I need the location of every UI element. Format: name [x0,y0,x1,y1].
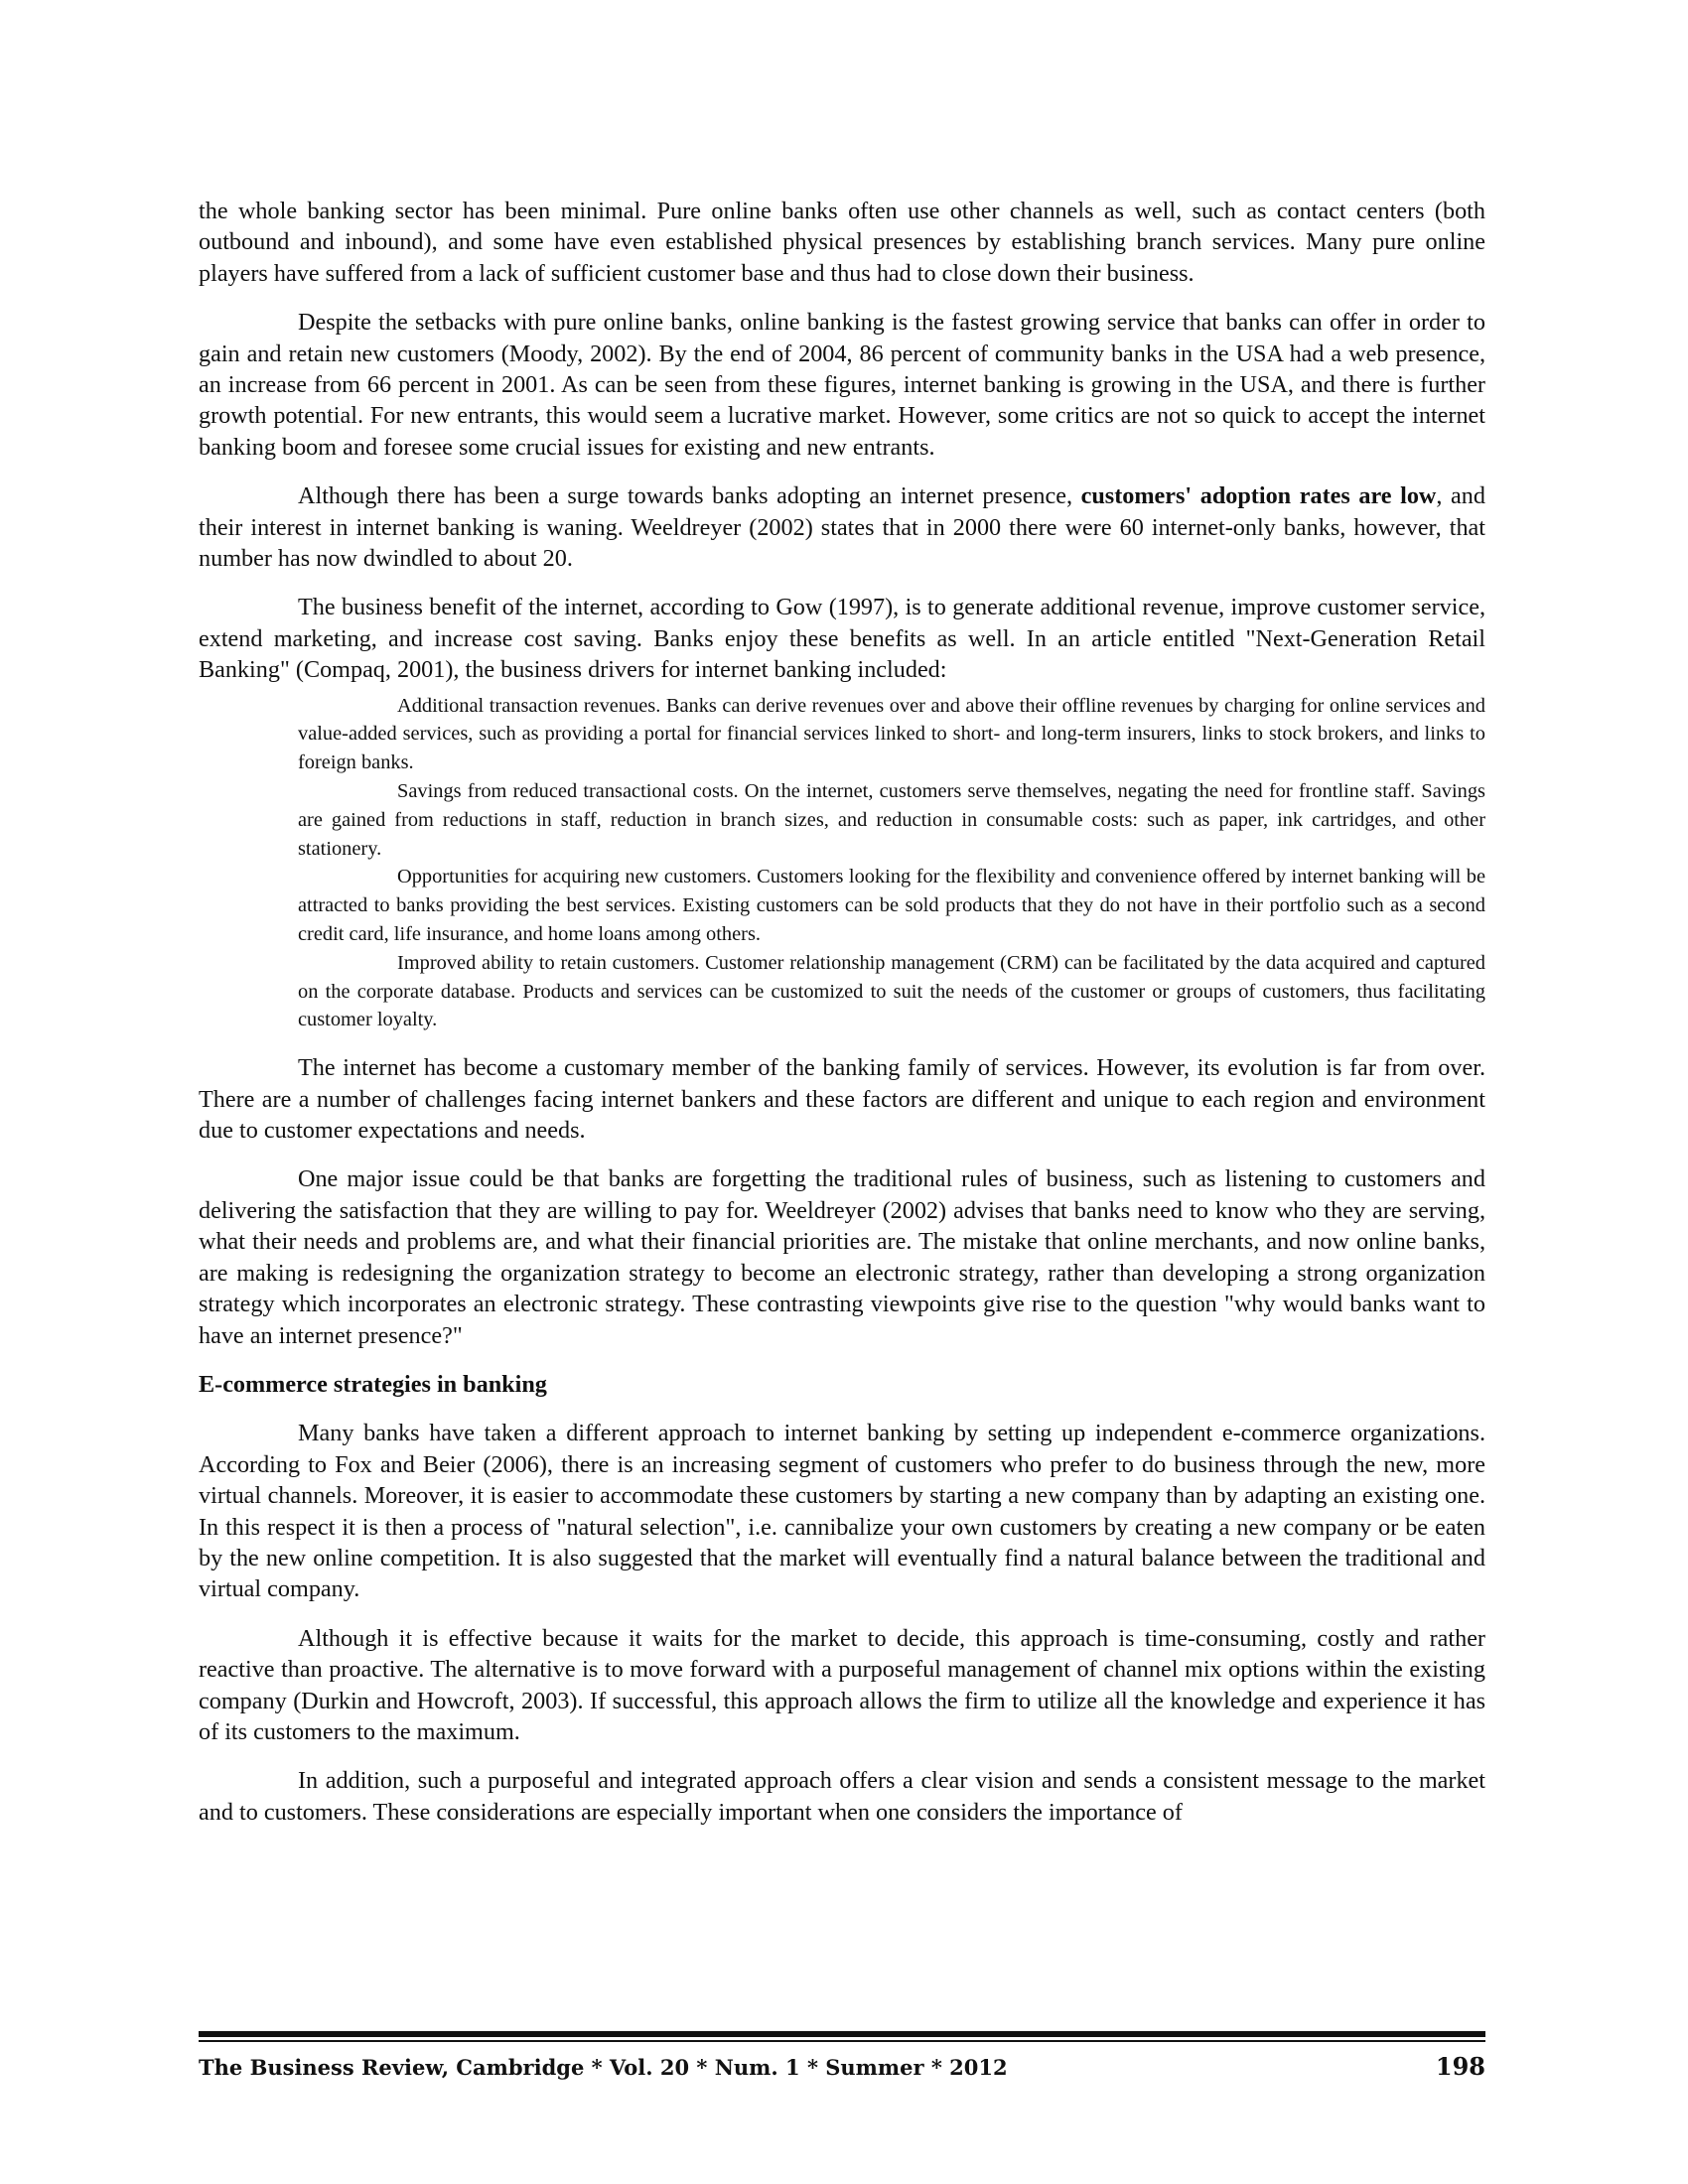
driver-item: Additional transaction revenues. Banks can derive revenues over and above their offline revenues by charging for online services and value-added services, such as providing a portal for financial services linked to short- and long-term insurers, links to stock brokers, and links to foreign banks. [298,694,1485,774]
paragraph-online-banking-growth: Despite the setbacks with pure online banks, online banking is the fastest growing service that banks can offer in order to gain and retain new customers (Moody, 2002). By the end of 2004, 86 percent of community banks in the USA had a web presence, an increase from 66 percent in 2001. As can be seen from these figures, internet banking is growing in the USA, and there is further growth potential. For new entrants, this would seem a lucrative market. However, some critics are not so quick to accept the internet banking boom and foresee some crucial issues for existing and new entrants. [199,309,1485,461]
driver-item: Improved ability to retain customers. Customer relationship management (CRM) can be facilitated by the data acquired and captured on the corporate database. Products and services can be customized to suit the needs of the customer or groups of customers, thus facilitating customer loyalty. [298,951,1485,1031]
page-number: 198 [1435,2052,1485,2081]
footer-rule-thick [199,2031,1485,2037]
page-footer [199,2031,1485,2081]
adoption-text-before: Although there has been a surge towards banks adopting an internet presence, [298,482,1081,510]
driver-item: Savings from reduced transactional costs. On the internet, customers serve themselves, negating the need for frontline staff. Savings are gained from reductions in staff, reduction in branch sizes, and reduction in consumable costs: such as paper, ink cartridges, and other stationery. [298,780,1485,860]
paragraph-adoption-rates [199,480,1485,574]
footer-row [199,2052,1485,2081]
paragraph-ecommerce-organizations: Many banks have taken a different approach to internet banking by setting up independent e-commerce organizations. According to Fox and Beier (2006), there is an increasing segment of customers who prefer to do business through the new, more virtual channels. Moreover, it is easier to accommodate these customers by starting a new company than by adapting an existing one. In this respect it is then a process of "natural selection", i.e. cannibalize your own customers by creating a new company or be eaten by the new online competition. It is also suggested that the market will eventually find a natural balance between the traditional and virtual company. [199,1420,1485,1603]
paragraph-customary-member: The internet has become a customary member of the banking family of services. However, its evolution is far from over. There are a number of challenges facing internet bankers and these factors are different and unique to each region and environment due to customer expectations and needs. [199,1054,1485,1145]
adoption-text-after: , and their interest in internet banking is waning. Weeldreyer (2002) states that in 2000 there were 60 internet-only banks, however, that number has now dwindled to about 20. [199,482,1485,573]
paragraph-continuation: the whole banking sector has been minimal. Pure online banks often use other channels as well, such as contact centers (both outbound and inbound), and some have even established physical presences by establishing branch services. Many pure online players have suffered from a lack of sufficient customer base and thus had to close down their business. [199,198,1485,287]
business-drivers-list [199,692,1485,1035]
article-body [199,196,1485,1845]
adoption-text-bold: customers' adoption rates are low [1080,482,1437,510]
section-heading: E-commerce strategies in banking [199,1370,547,1398]
driver-item: Opportunities for acquiring new customers. Customers looking for the flexibility and convenience offered by internet banking will be attracted to banks providing the best services. Existing customers can be sold products that they do not have in their portfolio such as a second credit card, life insurance, and home loans among others. [298,866,1485,946]
paragraph-major-issue: One major issue could be that banks are forgetting the traditional rules of business, such as listening to customers and delivering the satisfaction that they are willing to pay for. Weeldreyer (2002) advises that banks need to know who they are serving, what their needs and problems are, and what their financial priorities are. The mistake that online merchants, and now online banks, are making is redesigning the organization strategy to become an electronic strategy, rather than developing a strong organization strategy which incorporates an electronic strategy. These contrasting viewpoints give rise to the question "why would banks want to have an internet presence?" [199,1165,1485,1349]
footer-rule-thin [199,2040,1485,2042]
journal-citation: The Business Review, Cambridge * Vol. 20 * Num. 1 * Summer * 2012 [199,2055,1008,2080]
paragraph-business-benefit: The business benefit of the internet, according to Gow (1997), is to generate additional revenue, improve customer service, extend marketing, and increase cost saving. Banks enjoy these benefits as well. In an article entitled "Next-Generation Retail Banking" (Compaq, 2001), the business drivers for internet banking included: [199,594,1485,684]
paragraph-time-consuming: Although it is effective because it waits for the market to decide, this approach is time-consuming, costly and rather reactive than proactive. The alternative is to move forward with a purposeful management of channel mix options within the existing company (Durkin and Howcroft, 2003). If successful, this approach allows the firm to utilize all the knowledge and experience it has of its customers to the maximum. [199,1624,1485,1745]
paragraph-integrated-approach: In addition, such a purposeful and integrated approach offers a clear vision and sends a consistent message to the market and to customers. These considerations are especially important when one considers the importance of [199,1767,1485,1826]
